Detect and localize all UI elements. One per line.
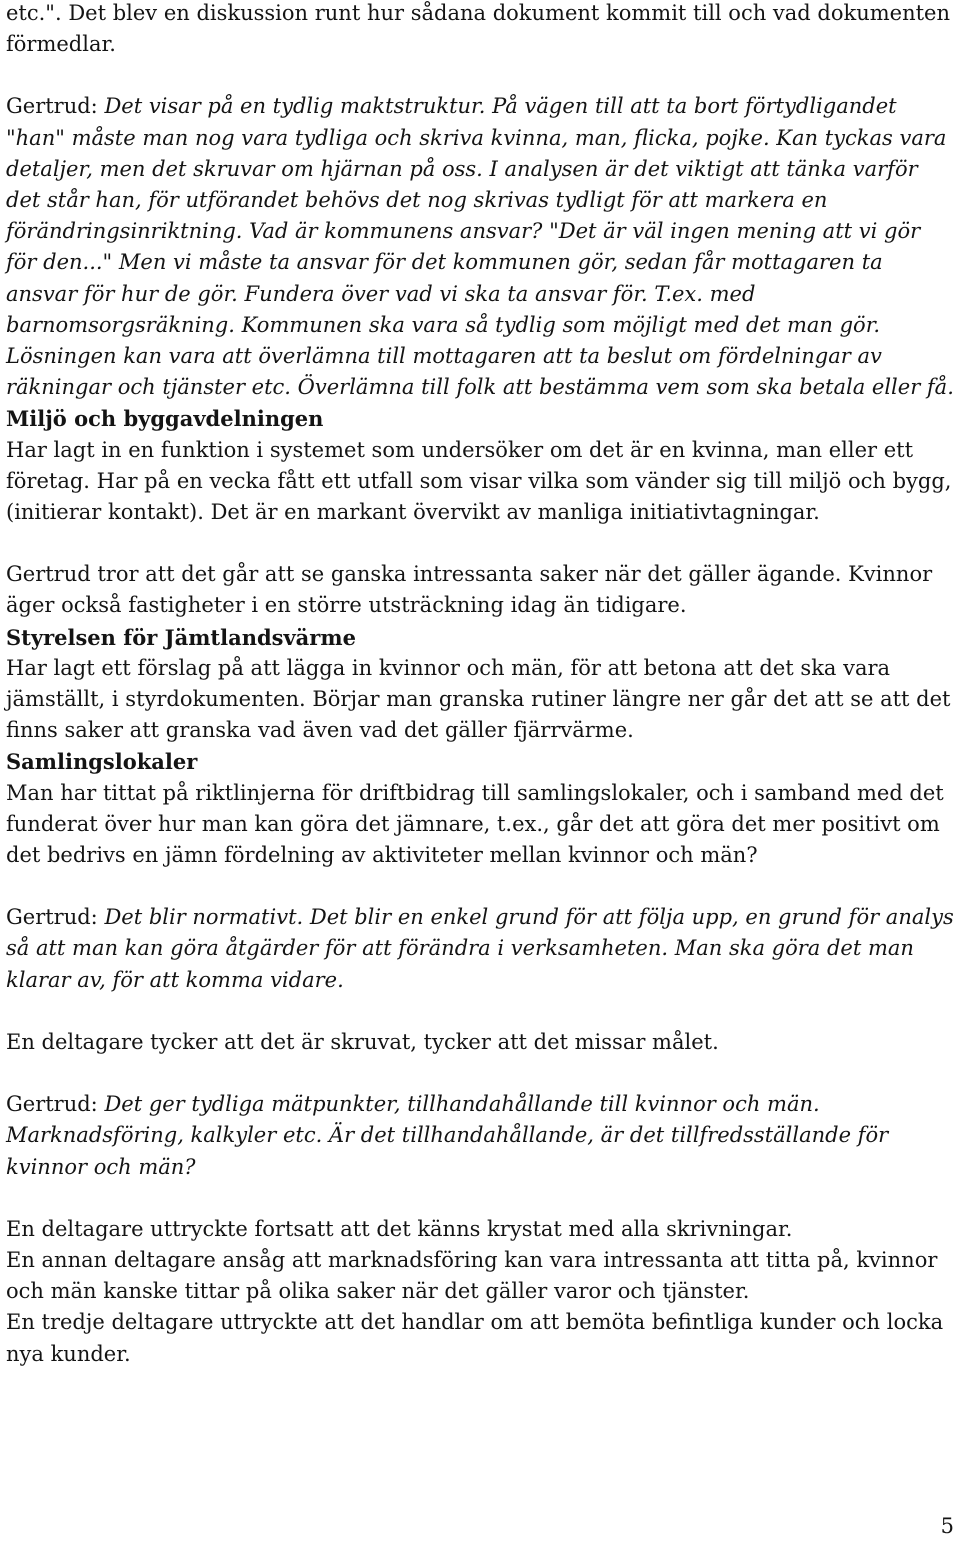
quote-text: Det ger tydliga mätpunkter, tillhandahållande till kvinnor och män. Marknadsföring, kalkyler etc. Är det tillhandahållande, är det tillfredsställande för kvinnor och män? (6, 1092, 889, 1179)
paragraph-deltagare-skruvat: En deltagare tycker att det är skruvat, tycker att det missar målet. (6, 1029, 719, 1054)
paragraph-deltagare-marknadsforing: En annan deltagare ansåg att marknadsföring kan vara intressanta att titta på, kvinnor och män kanske tittar på olika saker när det gäller varor och tjänster. (6, 1247, 938, 1304)
speaker-label: Gertrud: (6, 905, 105, 930)
paragraph-gertrud-matpunkter (6, 1089, 956, 1183)
paragraph-discussion-intro: etc.". Det blev en diskussion runt hur sådana dokument kommit till och vad dokumenten förmedlar. (6, 1, 950, 57)
speaker-label: Gertrud: (6, 1092, 105, 1117)
paragraph-samlingslokaler: Man har tittat på riktlinjerna för driftbidrag till samlingslokaler, och i samband med det funderat över hur man kan göra det jämnare, t.ex., går det att göra det mer positivt om det bedrivs en jämn fördelning av aktiviteter mellan kvinnor och män? (6, 780, 944, 868)
section-heading-jamtlandsvarme: Styrelsen för Jämtlandsvärme (6, 624, 356, 650)
quote-text: Det blir normativt. Det blir en enkel grund för att följa upp, en grund för analys så att man kan göra åtgärder för att förändra i verksamheten. Man ska göra det man klarar av, för att komma vidare. (6, 905, 954, 992)
paragraph-miljo-bygg: Har lagt in en funktion i systemet som undersöker om det är en kvinna, man eller ett företag. Har på en vecka fått ett utfall som visar vilka som vänder sig till miljö och bygg, (initierar kontakt). Det är en markant övervikt av manliga initiativtagningar. (6, 437, 952, 525)
paragraph-gertrud-maktstruktur (6, 91, 956, 403)
paragraph-deltagare-kunder: En tredje deltagare uttryckte att det handlar om att bemöta befintliga kunder och locka nya kunder. (6, 1310, 944, 1366)
section-heading-miljo-bygg: Miljö och byggavdelningen (6, 406, 324, 432)
quote-text: Det visar på en tydlig maktstruktur. På vägen till att ta bort förtydligandet "han" måste man nog vara tydliga och skriva kvinna, man, flicka, pojke. Kan tyckas vara detaljer, men det skruvar om hjärnan på oss. I analysen är det viktigt att tänka varför det står han, för utförandet behövs det nog skrivas tydligt för att markera en förändringsinriktning. Vad är kommunens ansvar? "Det är väl ingen mening att vi gör för den..." Men vi måste ta ansvar för det kommunen gör, sedan får mottagaren ta ansvar för hur de gör. Fundera över vad vi ska ta ansvar för. T.ex. med barnomsorgsräkning. Kommunen ska vara så tydlig som möjligt med det man gör. Lösningen kan vara att överlämna till mottagaren att ta beslut om fördelningar av räkningar och tjänster etc. Överlämna till folk att bestämma vem som ska betala eller få. (6, 94, 954, 400)
speaker-label: Gertrud: (6, 94, 105, 119)
paragraph-agande: Gertrud tror att det går att se ganska intressanta saker när det gäller ägande. Kvinnor äger också fastigheter i en större utsträckning idag än tidigare. (6, 562, 933, 618)
document-page (6, 0, 956, 1370)
paragraph-deltagare-krystat: En deltagare uttryckte fortsatt att det känns krystat med alla skrivningar. (6, 1216, 793, 1241)
page-number: 5 (940, 1514, 954, 1538)
section-heading-samlingslokaler: Samlingslokaler (6, 749, 198, 775)
paragraph-gertrud-normativt (6, 902, 956, 996)
paragraph-jamtlandsvarme: Har lagt ett förslag på att lägga in kvinnor och män, för att betona att det ska vara jämställt, i styrdokumenten. Börjar man granska rutiner längre ner går det att se att det finns saker att granska vad även vad det gäller fjärrvärme. (6, 655, 951, 743)
